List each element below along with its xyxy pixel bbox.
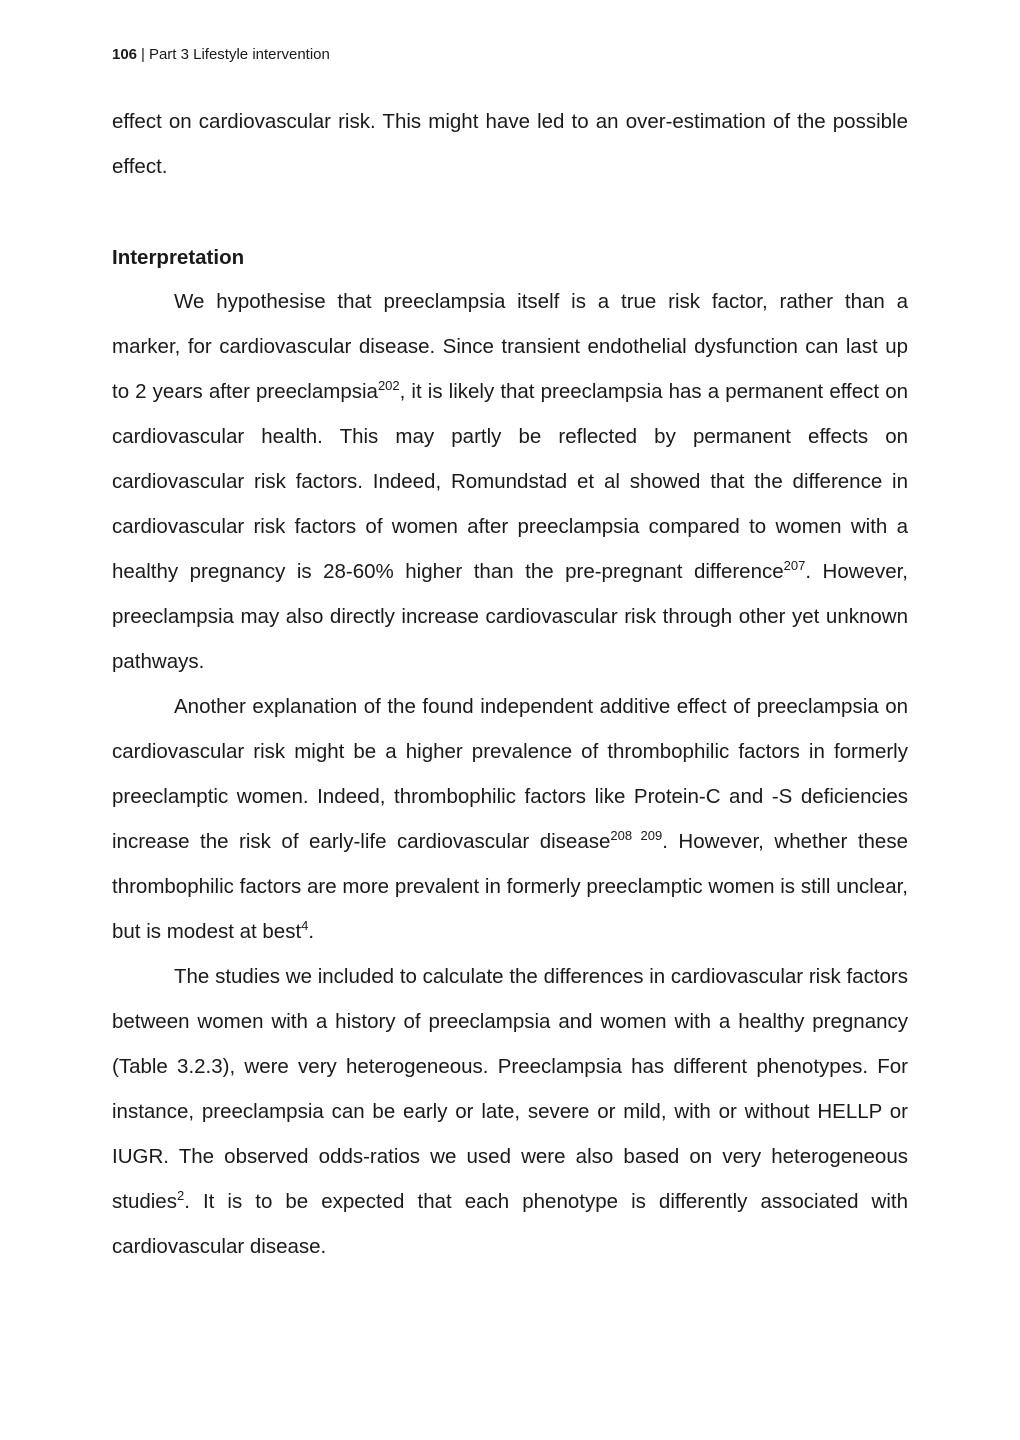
paragraph-1-text-a: We hypothesise that preeclampsia itself is a true risk factor, rather than a marker, for cardiovascular disease. Since transient endothelial dysfunction can last up to 2 years after preeclampsia [112, 290, 908, 403]
continuation-paragraph [112, 99, 908, 189]
paragraph-3-text-a: The studies we included to calculate the differences in cardiovascular risk factors between women with a history of preeclampsia and women with a healthy pregnancy (Table 3.2.3), were very heterogeneous. Preeclampsia has different phenotypes. For instance, preeclampsia can be early or late, severe or mild, with or without HELLP or IUGR. The observed odds-ratios we used were also based on very heterogeneous studies [112, 965, 908, 1213]
citation-207: 207 [783, 558, 806, 573]
paragraph-3-text-b: . It is to be expected that each phenotype is differently associated with cardiovascular disease. [112, 1190, 908, 1258]
page-number: 106 [112, 46, 138, 63]
paragraph-1 [112, 279, 908, 684]
paragraph-2-text-c: . [308, 920, 315, 943]
paragraph-3 [112, 954, 908, 1269]
header-separator: | [141, 46, 145, 63]
paragraph-1-text-b: , it is likely that preeclampsia has a permanent effect on cardiovascular health. This may partly be reflected by permanent effects on cardiovascular risk factors. Indeed, Romundstad et al showed that the difference in cardiovascular risk factors of women after preeclampsia compared to women with a healthy pregnancy is 28-60% higher than the pre-pregnant difference [112, 380, 908, 583]
running-header [112, 45, 330, 65]
paragraph-2-text-a: Another explanation of the found independent additive effect of preeclampsia on cardiovascular risk might be a higher prevalence of thrombophilic factors in formerly preeclamptic women. Indeed, thrombophilic factors like Protein-C and -S deficiencies increase the risk of early-life cardiovascular disease [112, 695, 908, 853]
citation-4: 4 [301, 918, 309, 933]
body-paragraphs [112, 279, 908, 1269]
paragraph-1-text-c: . However, preeclampsia may also directly increase cardiovascular risk through other yet unknown pathways. [112, 560, 908, 673]
continuation-text: effect on cardiovascular risk. This might have led to an over-estimation of the possible effect. [112, 110, 908, 178]
running-title: Part 3 Lifestyle intervention [148, 46, 330, 63]
citation-208-209: 208 209 [610, 828, 663, 843]
citation-2: 2 [176, 1188, 185, 1203]
citation-202: 202 [377, 378, 400, 393]
paragraph-2 [112, 684, 908, 954]
section-heading: Interpretation [112, 246, 245, 269]
paragraph-2-text-b: . However, whether these thrombophilic factors are more prevalent in formerly preeclamptic women is still unclear, but is modest at best [112, 830, 908, 943]
